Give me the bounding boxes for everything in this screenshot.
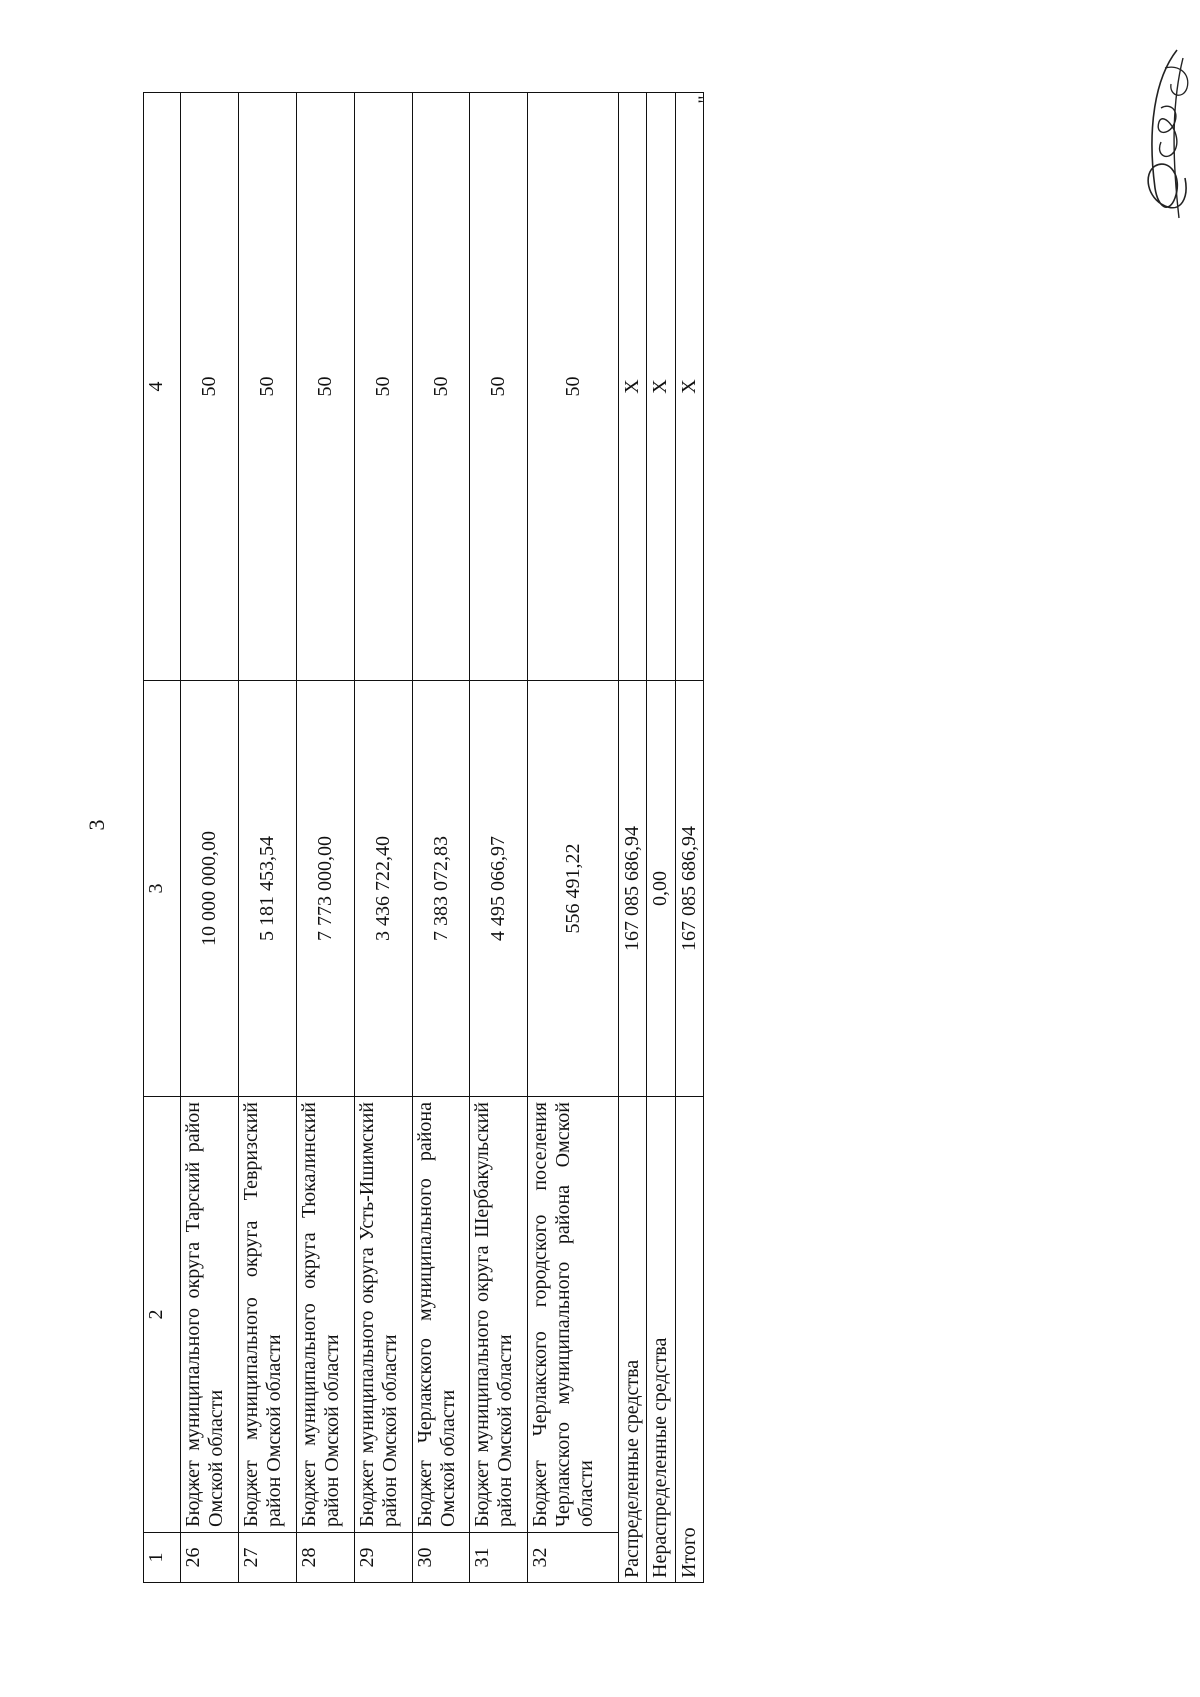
table-row (470, 93, 528, 1583)
share-cell: 50 (354, 93, 412, 681)
share-cell: 50 (181, 93, 239, 681)
closing-quote-mark: " (694, 95, 717, 104)
table-row (297, 93, 355, 1583)
column-header: 2 (144, 1097, 181, 1533)
amount-cell: 5 181 453,54 (239, 681, 297, 1097)
row-number: 28 (297, 1533, 355, 1583)
amount-cell: 10 000 000,00 (181, 681, 239, 1097)
row-number: 32 (528, 1533, 619, 1583)
table-row (239, 93, 297, 1583)
budget-name: Бюджет муниципального округа Усть-Ишимский район Омской области (354, 1097, 412, 1533)
summary-mark: X (647, 93, 675, 681)
table-row (354, 93, 412, 1583)
column-header: 3 (144, 681, 181, 1097)
amount-cell: 4 495 066,97 (470, 681, 528, 1097)
summary-row-distributed (618, 93, 646, 1583)
row-number: 31 (470, 1533, 528, 1583)
table-row (181, 93, 239, 1583)
budget-name: Бюджет муниципального округа Тарский район Омской области (181, 1097, 239, 1533)
table-row (412, 93, 470, 1583)
summary-label: Итого (675, 1097, 703, 1583)
share-cell: 50 (239, 93, 297, 681)
row-number: 27 (239, 1533, 297, 1583)
summary-row-total (675, 93, 703, 1583)
budget-name: Бюджет муниципального округа Тюкалинский район Омской области (297, 1097, 355, 1533)
table-header-row (144, 93, 181, 1583)
budget-name: Бюджет муниципального округа Тевризский район Омской области (239, 1097, 297, 1533)
amount-cell: 7 383 072,83 (412, 681, 470, 1097)
share-cell: 50 (412, 93, 470, 681)
summary-amount: 167 085 686,94 (618, 681, 646, 1097)
share-cell: 50 (297, 93, 355, 681)
summary-amount: 167 085 686,94 (675, 681, 703, 1097)
share-cell: 50 (528, 93, 619, 681)
row-number: 29 (354, 1533, 412, 1583)
share-cell: 50 (470, 93, 528, 681)
summary-amount: 0,00 (647, 681, 675, 1097)
budget-name: Бюджет муниципального округа Шербакульский район Омской области (470, 1097, 528, 1533)
budget-name: Бюджет Черлакского городского поселения Черлакского муниципального района Омской области (528, 1097, 619, 1533)
amount-cell: 7 773 000,00 (297, 681, 355, 1097)
handwritten-signature (1125, 38, 1200, 228)
summary-label: Распределенные средства (618, 1097, 646, 1583)
column-header: 1 (144, 1533, 181, 1583)
summary-label: Нераспределенные средства (647, 1097, 675, 1583)
budget-name: Бюджет Черлакского муниципального района Омской области (412, 1097, 470, 1533)
budget-distribution-table (143, 92, 704, 1583)
budget-distribution-table-container (143, 93, 704, 1583)
row-number: 26 (181, 1533, 239, 1583)
summary-mark: X (675, 93, 703, 681)
row-number: 30 (412, 1533, 470, 1583)
amount-cell: 556 491,22 (528, 681, 619, 1097)
summary-row-undistributed (647, 93, 675, 1583)
column-header: 4 (144, 93, 181, 681)
summary-mark: X (618, 93, 646, 681)
page-number: 3 (84, 819, 109, 831)
amount-cell: 3 436 722,40 (354, 681, 412, 1097)
table-row (528, 93, 619, 1583)
